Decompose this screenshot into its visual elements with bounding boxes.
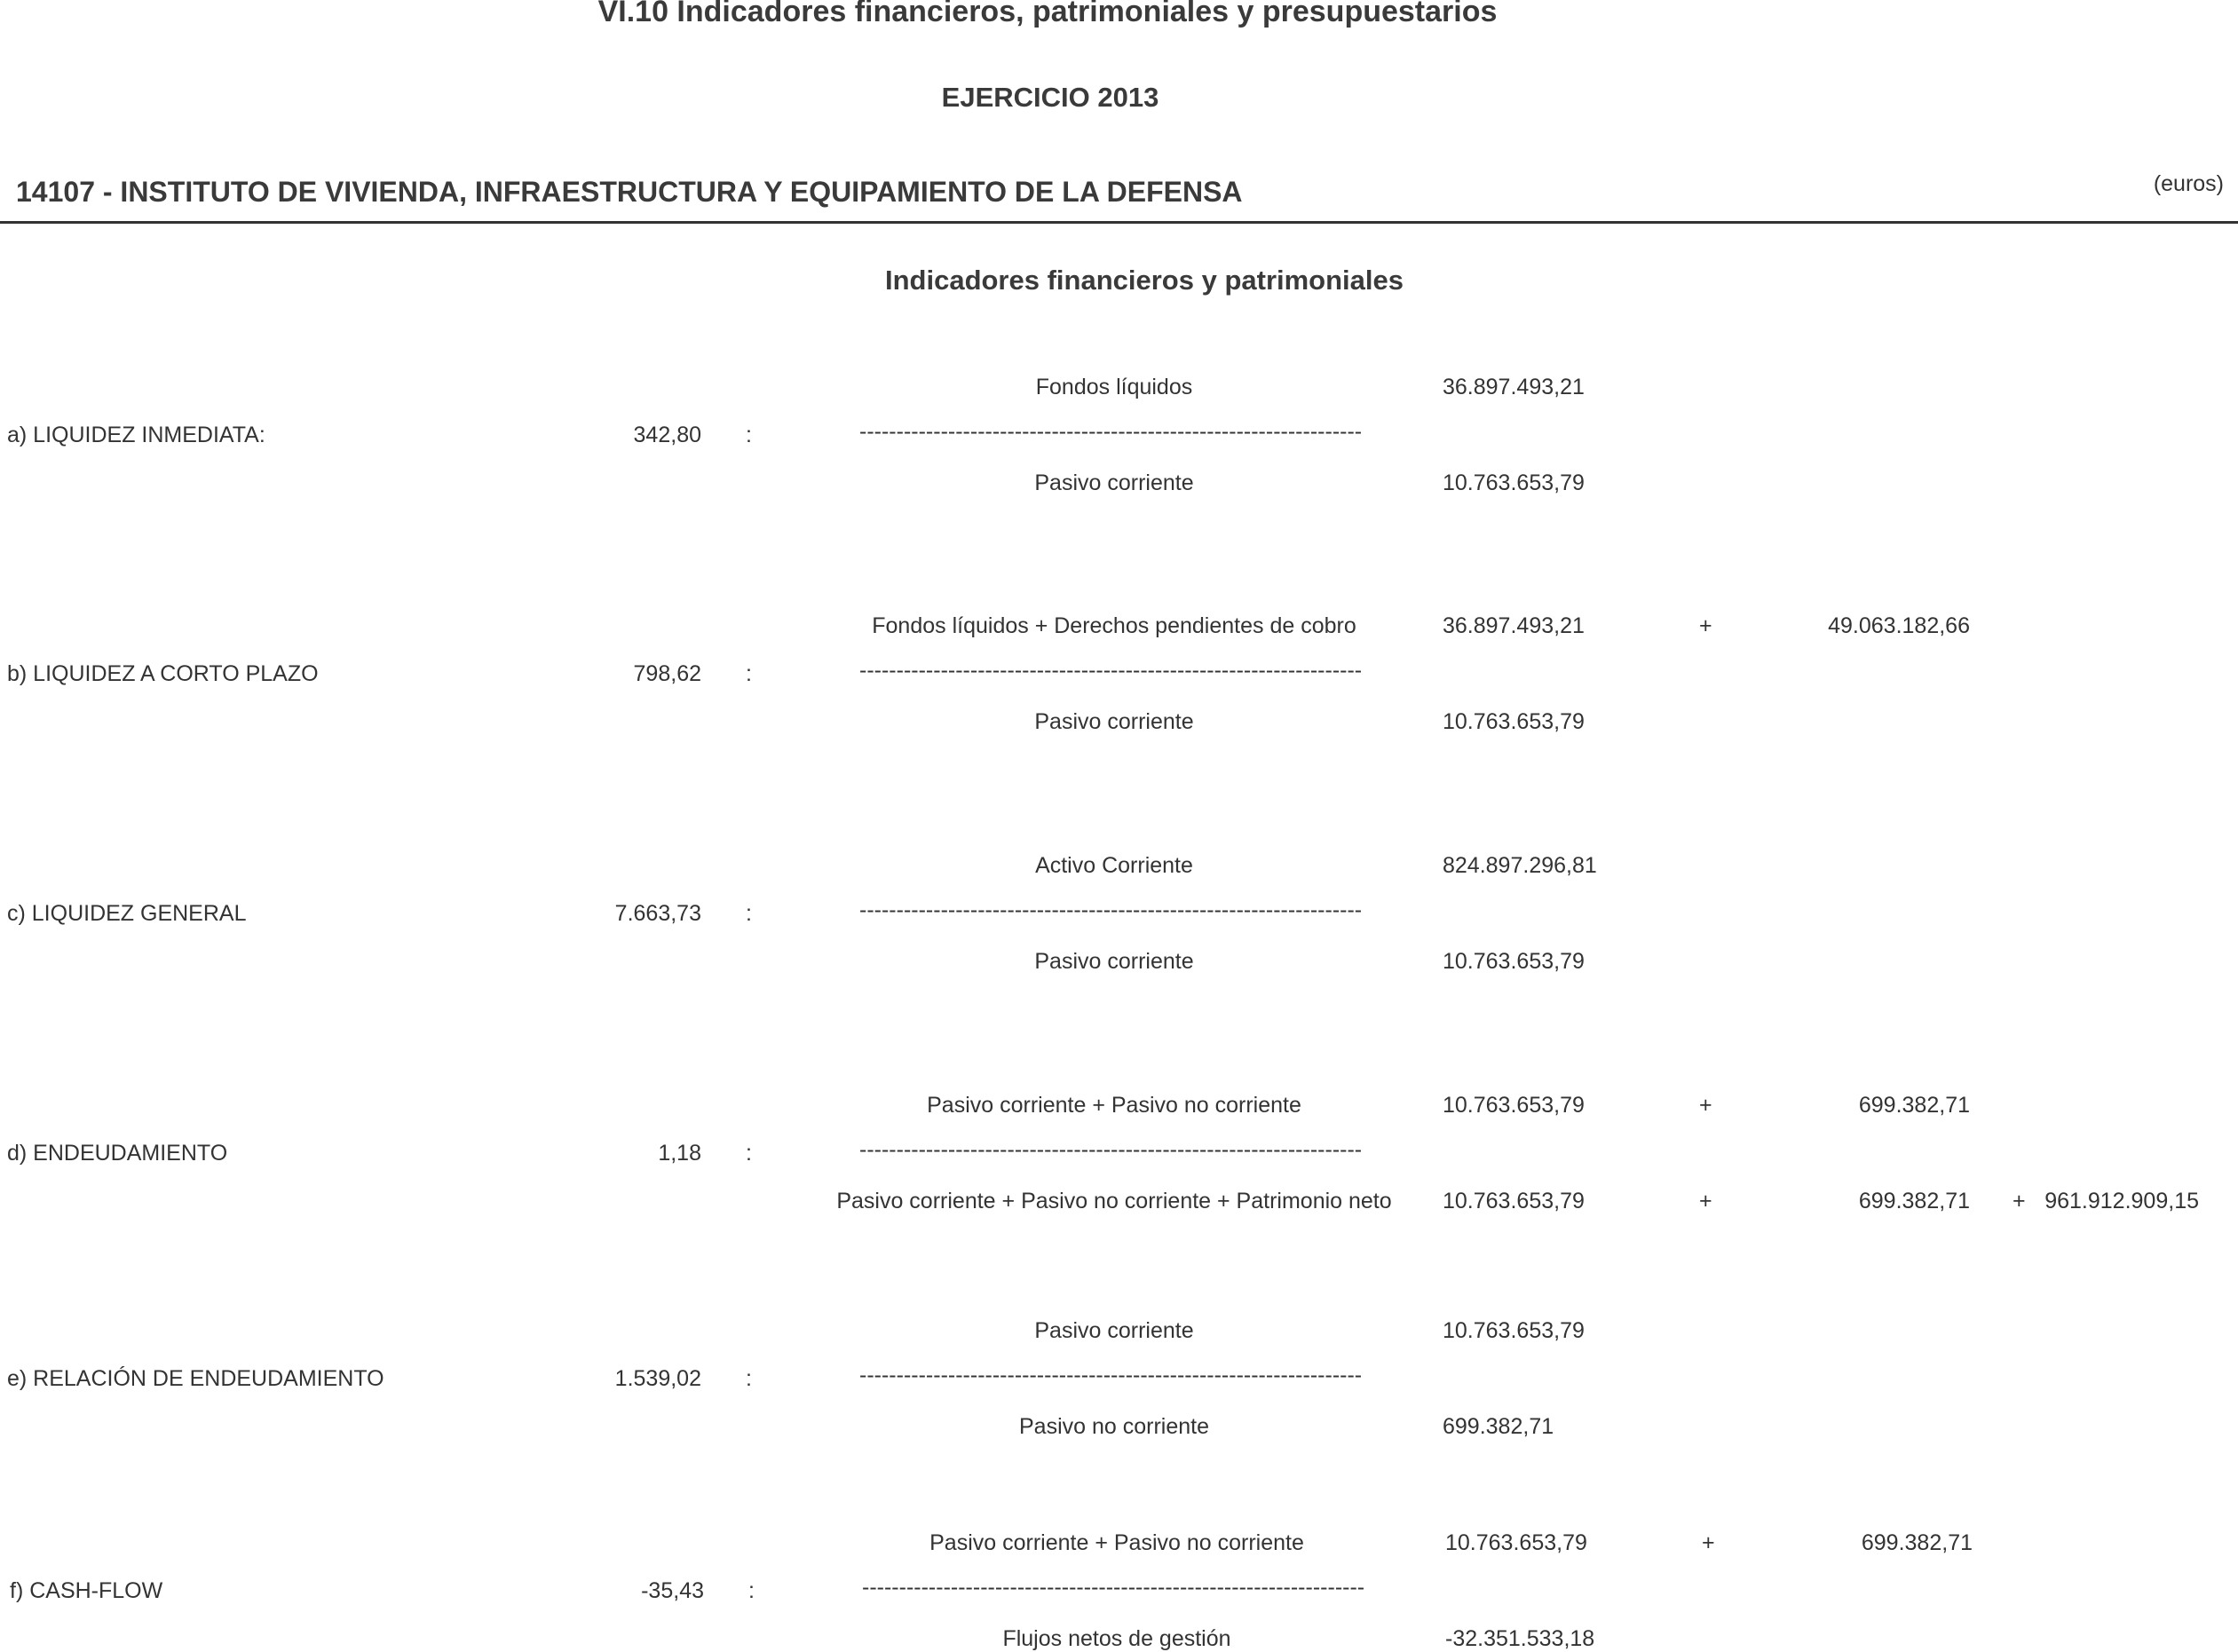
fraction-line: --------------------------------------------------------------------: [859, 419, 1363, 444]
denominator-value-1: 10.763.653,79: [1443, 470, 1585, 495]
indicator-label: f) CASH-FLOW: [10, 1578, 163, 1603]
denominator-value-2: 699.382,71: [1858, 1189, 1970, 1213]
indicator-value: 798,62: [633, 661, 701, 686]
indicator-value: 342,80: [633, 423, 701, 447]
denominator-description: Pasivo corriente: [1034, 709, 1194, 734]
entity-heading: 14107 - INSTITUTO DE VIVIENDA, INFRAESTRUCTURA Y EQUIPAMIENTO DE LA DEFENSA: [16, 176, 1243, 208]
numerator-description: Pasivo corriente + Pasivo no corriente: [929, 1530, 1304, 1555]
numerator-value-1: 36.897.493,21: [1443, 613, 1585, 638]
fraction-line: --------------------------------------------------------------------: [859, 658, 1363, 683]
section-title: Indicadores financieros y patrimoniales: [884, 265, 1404, 296]
denominator-value-1: -32.351.533,18: [1445, 1626, 1595, 1651]
numerator-value-2: 699.382,71: [1861, 1530, 1973, 1555]
indicator-label: d) ENDEUDAMIENTO: [7, 1141, 228, 1166]
plus-sign: +: [2013, 1189, 2026, 1213]
numerator-description: Pasivo corriente + Pasivo no corriente: [927, 1093, 1301, 1118]
numerator-value-2: 49.063.182,66: [1828, 613, 1970, 638]
fiscal-year-heading: EJERCICIO 2013: [941, 82, 1159, 113]
numerator-value-1: 36.897.493,21: [1443, 375, 1585, 399]
indicator-label: e) RELACIÓN DE ENDEUDAMIENTO: [7, 1366, 384, 1391]
denominator-description: Pasivo corriente: [1034, 949, 1194, 974]
numerator-description: Fondos líquidos + Derechos pendientes de cobro: [872, 613, 1356, 638]
plus-sign: +: [1699, 1189, 1712, 1213]
numerator-description: Fondos líquidos: [1035, 375, 1193, 399]
denominator-description: Pasivo no corriente: [1018, 1414, 1209, 1439]
plus-sign: +: [1699, 1093, 1712, 1118]
indicator-label: a) LIQUIDEZ INMEDIATA:: [7, 423, 265, 447]
indicator-value: -35,43: [641, 1578, 704, 1603]
units-label: (euros): [2153, 171, 2224, 196]
ratio-separator: :: [746, 1366, 752, 1391]
numerator-value-1: 10.763.653,79: [1443, 1093, 1585, 1118]
ratio-separator: :: [746, 661, 752, 686]
numerator-value-1: 10.763.653,79: [1445, 1530, 1587, 1555]
numerator-value-1: 10.763.653,79: [1443, 1318, 1585, 1343]
numerator-value-2: 699.382,71: [1858, 1093, 1970, 1118]
denominator-value-1: 699.382,71: [1443, 1414, 1554, 1439]
numerator-description: Pasivo corriente: [1034, 1318, 1194, 1343]
ratio-separator: :: [748, 1578, 755, 1603]
indicator-value: 1.539,02: [614, 1366, 701, 1391]
fraction-line: --------------------------------------------------------------------: [859, 1363, 1363, 1387]
fraction-line: --------------------------------------------------------------------: [859, 897, 1363, 922]
header-divider: [0, 221, 2238, 224]
denominator-value-1: 10.763.653,79: [1443, 709, 1585, 734]
ratio-separator: :: [746, 423, 752, 447]
plus-sign: +: [1702, 1530, 1715, 1555]
indicator-label: b) LIQUIDEZ A CORTO PLAZO: [7, 661, 319, 686]
denominator-value-3: 961.912.909,15: [2044, 1189, 2199, 1213]
indicator-value: 1,18: [658, 1141, 701, 1166]
indicator-value: 7.663,73: [614, 901, 701, 926]
denominator-value-1: 10.763.653,79: [1443, 1189, 1585, 1213]
ratio-separator: :: [746, 1141, 752, 1166]
ratio-separator: :: [746, 901, 752, 926]
numerator-description: Activo Corriente: [1035, 853, 1193, 878]
fraction-line: --------------------------------------------------------------------: [862, 1575, 1365, 1600]
denominator-description: Pasivo corriente + Pasivo no corriente + Patrimonio neto: [836, 1189, 1392, 1213]
numerator-value-1: 824.897.296,81: [1443, 853, 1597, 878]
denominator-description: Pasivo corriente: [1034, 470, 1194, 495]
fraction-line: --------------------------------------------------------------------: [859, 1137, 1363, 1162]
plus-sign: +: [1699, 613, 1712, 638]
page-title: VI.10 Indicadores financieros, patrimoniales y presupuestarios: [597, 0, 1498, 28]
indicator-label: c) LIQUIDEZ GENERAL: [7, 901, 247, 926]
denominator-value-1: 10.763.653,79: [1443, 949, 1585, 974]
denominator-description: Flujos netos de gestión: [1002, 1626, 1231, 1651]
